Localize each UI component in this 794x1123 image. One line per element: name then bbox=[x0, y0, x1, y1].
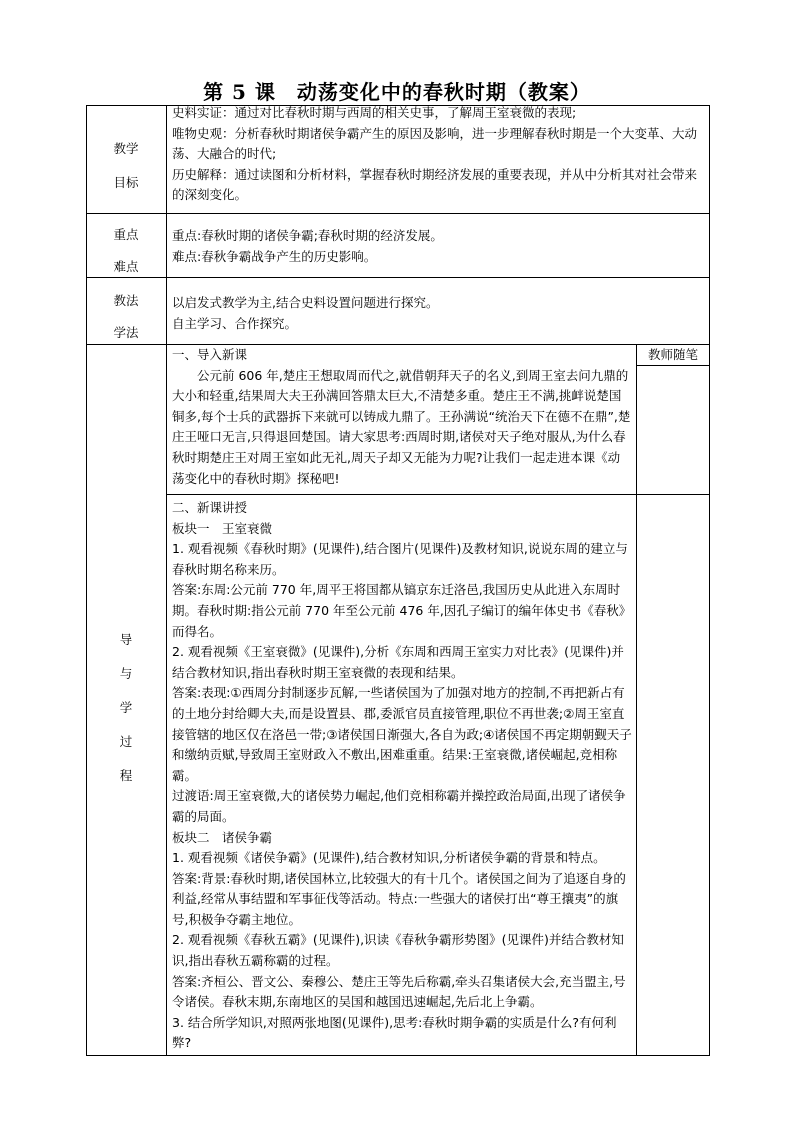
methods-content bbox=[172, 293, 706, 334]
goal-item: 唯物史观：分析春秋时期诸侯争霸产生的原因及影响，进一步理解春秋时期是一个大变革、大动荡、大融合的时代; bbox=[172, 125, 698, 162]
process-label-char: 过 bbox=[119, 734, 133, 749]
column-divider bbox=[636, 344, 637, 1056]
keypoints-label bbox=[86, 227, 166, 275]
process-label-char: 与 bbox=[119, 666, 133, 681]
methods-label bbox=[86, 293, 166, 341]
answer: 答案:东周:公元前 770 年,周平王将国都从镐京东迁洛邑,我国历史从此进入东周时期。春秋时期:指公元前 770 年至公元前 476 年,因孔子编订的编年体史书《春秋》而得名。 bbox=[172, 582, 632, 639]
keypoints-content bbox=[172, 226, 706, 267]
lesson-plan-table bbox=[86, 105, 710, 1056]
intro-paragraph: 公元前 606 年,楚庄王想取周而代之,就借朝拜天子的名义,到周王室去问九鼎的大小和轻重,结果周大夫王孙满回答鼎太巨大,不清楚多重。楚庄王不满,挑衅说楚国铜多,每个士兵的武器拆下来就可以铸成九鼎了。王孙满说“统治天下在德不在鼎”,楚庄王哑口无言,只得退回楚国。请大家思考:西周时期,诸侯对天子绝对服从,为什么春秋时期楚庄王对周王室如此无礼,周天子却又无能为力呢?让我们一起走进本课《动荡变化中的春秋时期》探秘吧! bbox=[172, 367, 631, 486]
module-heading: 板块二 诸侯争霸 bbox=[172, 829, 273, 845]
answer: 答案:背景:春秋时期,诸侯国林立,比较强大的有十几个。诸侯国之间为了追逐自身的利益,经常从事结盟和军事征伐等活动。特点:一些强大的诸侯打出“尊王攘夷”的旗号,积极争夺霸主地位。 bbox=[172, 870, 626, 927]
process-label-char: 程 bbox=[119, 768, 133, 783]
teacher-notes-header: 教师随笔 bbox=[647, 347, 698, 362]
column-divider bbox=[166, 105, 167, 1056]
answer: 答案:齐桓公、晋文公、秦穆公、楚庄王等先后称霸,牵头召集诸侯大会,充当盟主,号令诸侯。春秋末期,东南地区的吴国和越国迅速崛起,先后北上争霸。 bbox=[172, 973, 626, 1010]
method-item: 自主学习、合作探究。 bbox=[172, 315, 298, 331]
intro-section bbox=[172, 345, 632, 489]
row-divider bbox=[86, 277, 710, 278]
module-heading: 板块一 王室衰微 bbox=[172, 520, 273, 536]
methods-label-line2: 学法 bbox=[113, 325, 139, 340]
question: 1. 观看视频《诸侯争霸》(见课件),结合教材知识,分析诸侯争霸的背景和特点。 bbox=[172, 850, 606, 866]
question: 2. 观看视频《王室衰微》(见课件),分析《东周和西周王室实力对比表》(见课件)并结合教材知识,指出春秋时期王室衰微的表现和结果。 bbox=[172, 644, 624, 680]
transition: 过渡语:周王室衰微,大的诸侯势力崛起,他们竞相称霸并操控政治局面,出现了诸侯争霸的局面。 bbox=[172, 788, 626, 824]
process-label bbox=[86, 623, 166, 793]
goals-content bbox=[172, 103, 706, 206]
goals-label-line2: 目标 bbox=[113, 175, 139, 190]
question: 3. 结合所学知识,对照两张地图(见课件),思考:春秋时期争霸的实质是什么?有何利弊? bbox=[172, 1014, 617, 1051]
keypoints-label-line2: 难点 bbox=[113, 259, 139, 274]
keypoint-item: 重点:春秋时期的诸侯争霸;春秋时期的经济发展。 bbox=[172, 228, 443, 243]
answer: 答案:表现:①西周分封制逐步瓦解,一些诸侯国为了加强对地方的控制,不再把新占有的土地分封给卿大夫,而是设置县、郡,委派官员直接管理,职位不再世袭;②周王室直接管辖的地区仅在洛邑一带;③诸侯国日渐强大,各自为政;④诸侯国不再定期朝觐天子和缴纳贡赋,导致周王室财政入不敷出,困难重重。结果:王室衰微,诸侯崛起,竞相称霸。 bbox=[172, 685, 632, 783]
goals-label bbox=[86, 141, 166, 191]
method-item: 以启发式教学为主,结合史料设置问题进行探究。 bbox=[172, 295, 439, 310]
goal-item: 历史解释：通过读图和分析材料，掌握春秋时期经济发展的重要表现，并从中分析其对社会带来的深刻变化。 bbox=[172, 166, 698, 203]
lesson-title: 第 5 课 动荡变化中的春秋时期（教案） bbox=[203, 80, 591, 104]
process-label-char: 学 bbox=[119, 700, 133, 715]
goal-item: 史料实证：通过对比春秋时期与西周的相关史事，了解周王室衰微的表现; bbox=[172, 105, 577, 120]
question: 2. 观看视频《春秋五霸》(见课件),识读《春秋争霸形势图》(见课件)并结合教材知识,指出春秋五霸称霸的过程。 bbox=[172, 932, 624, 969]
lecture-section bbox=[172, 498, 632, 1054]
row-divider bbox=[166, 494, 710, 495]
keypoint-item: 难点:春秋争霸战争产生的历史影响。 bbox=[172, 248, 377, 264]
keypoints-label-line1: 重点 bbox=[113, 227, 139, 242]
goals-label-line1: 教学 bbox=[113, 141, 139, 156]
methods-label-line1: 教法 bbox=[113, 293, 139, 308]
process-label-char: 导 bbox=[119, 632, 133, 647]
lecture-heading: 二、新课讲授 bbox=[172, 500, 248, 515]
row-divider bbox=[636, 365, 710, 366]
row-divider bbox=[86, 213, 710, 214]
intro-heading: 一、导入新课 bbox=[172, 347, 248, 362]
question: 1. 观看视频《春秋时期》(见课件),结合图片(见课件)及教材知识,说说东周的建立与春秋时期名称来历。 bbox=[172, 541, 628, 577]
